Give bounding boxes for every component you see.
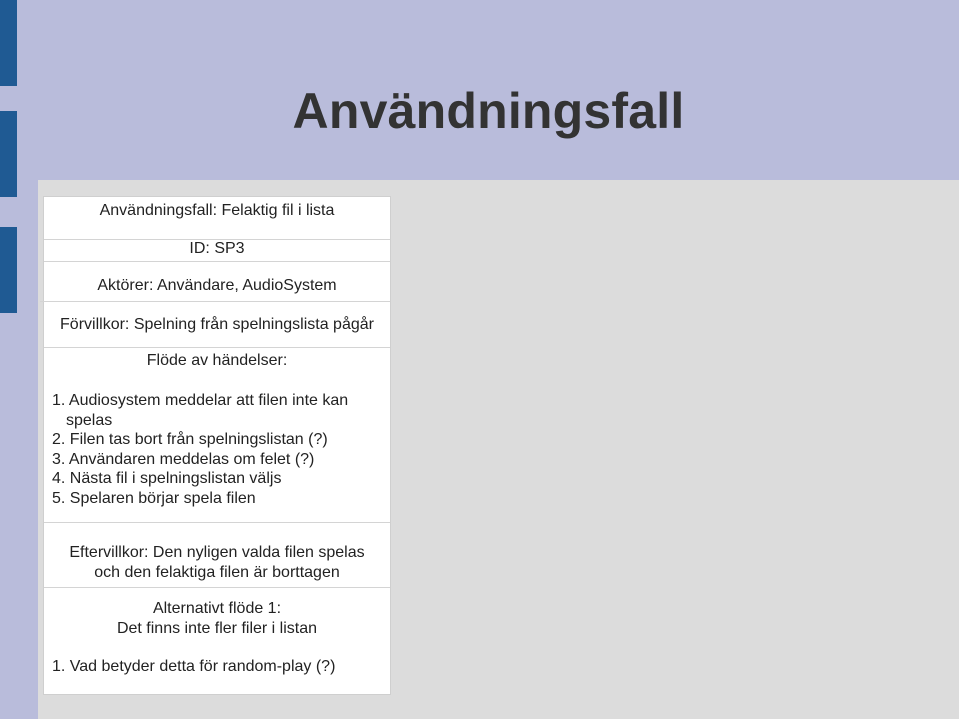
accent-block-1 [0,0,17,86]
use-case-preconditions: Förvillkor: Spelning från spelningslista pågår [60,316,374,333]
use-case-actors: Aktörer: Användare, AudioSystem [97,277,337,294]
postconditions-line-2: och den felaktiga filen är borttagen [94,564,340,581]
row-divider [40,301,390,302]
row-divider [44,347,390,348]
alt-flow-text: Det finns inte fler filer i listan [116,620,318,637]
left-strip [0,0,18,719]
accent-block-2 [0,111,17,197]
flow-heading: Flöde av händelser: [146,352,288,369]
use-case-name: Användningsfall: Felaktig fil i lista [99,202,335,219]
flow-step: 2. Filen tas bort från spelningslistan (?) [52,431,328,448]
alt-flow-heading: Alternativt flöde 1: [152,600,282,617]
flow-steps [52,391,382,508]
flow-step: 4. Nästa fil i spelningslistan väljs [52,470,282,487]
title-band [18,0,959,180]
slide-title: Användningsfall [292,83,685,139]
alt-flow-step: 1. Vad betyder detta för random-play (?) [52,658,336,675]
flow-step: 5. Spelaren börjar spela filen [52,489,256,507]
row-divider [44,522,390,523]
row-divider [44,261,390,262]
flow-step: 1. Audiosystem meddelar att filen inte kan spelas [52,392,349,429]
postconditions-line-1: Eftervillkor: Den nyligen valda filen spelas [69,544,365,561]
use-case-table [43,196,391,695]
accent-block-3 [0,227,17,313]
row-divider [44,587,390,588]
use-case-id: ID: SP3 [189,240,245,257]
flow-step: 3. Användaren meddelas om felet (?) [52,450,315,468]
